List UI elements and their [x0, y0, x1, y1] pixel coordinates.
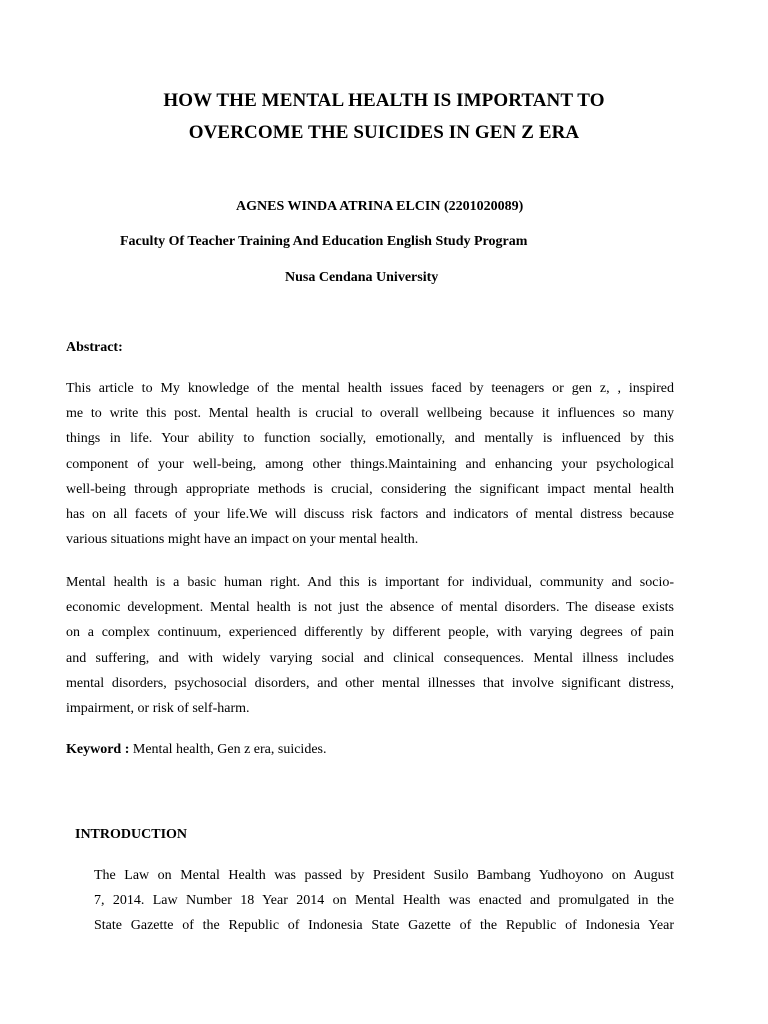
text-line: things in life. Your ability to function socially, emotionally, and mentally is influenced by this: [66, 431, 674, 447]
text-line: State Gazette of the Republic of Indonesia State Gazette of the Republic of Indonesia Year: [94, 918, 674, 934]
text-line: well-being through appropriate methods is crucial, considering the significant impact mental health: [66, 481, 674, 497]
author-name: AGNES WINDA ATRINA ELCIN (2201020089): [236, 199, 524, 214]
text-line: on a complex continuum, experienced differently by different people, with varying degrees of pain: [66, 625, 674, 641]
text-line: This article to My knowledge of the mental health issues faced by teenagers or gen z, , inspired: [66, 381, 674, 396]
text-line: impairment, or risk of self-harm.: [66, 700, 250, 716]
introduction-heading: INTRODUCTION: [75, 827, 188, 842]
keyword-text: Mental health, Gen z era, suicides.: [129, 742, 327, 757]
introduction-paragraph-1: [94, 863, 674, 939]
text-line: has on all facets of your life.We will discuss risk factors and indicators of mental distress because: [66, 506, 674, 522]
text-line: The Law on Mental Health was passed by President Susilo Bambang Yudhoyono on August: [94, 868, 674, 883]
keywords: [66, 740, 326, 760]
text-line: me to write this post. Mental health is crucial to overall wellbeing because it influences so many: [66, 406, 674, 422]
keyword-label: Keyword :: [66, 742, 130, 757]
faculty-affiliation: Faculty Of Teacher Training And Education English Study Program: [120, 234, 528, 249]
abstract-heading: Abstract:: [66, 340, 123, 355]
text-line: and suffering, and with widely varying social and clinical consequences. Mental illness includes: [66, 650, 674, 666]
text-line: various situations might have an impact on your mental health.: [66, 532, 419, 548]
abstract-paragraph-2: [66, 570, 674, 721]
text-line: economic development. Mental health is not just the absence of mental disorders. The disease exists: [66, 600, 674, 616]
text-line: mental disorders, psychosocial disorders, and other mental illnesses that involve significant distress,: [66, 675, 674, 691]
text-line: Mental health is a basic human right. And this is important for individual, community and socio-: [66, 575, 674, 590]
paper-title-line-2: OVERCOME THE SUICIDES IN GEN Z ERA: [188, 122, 580, 143]
text-line: 7, 2014. Law Number 18 Year 2014 on Mental Health was enacted and promulgated in the: [94, 893, 674, 909]
university-affiliation: Nusa Cendana University: [285, 270, 439, 285]
text-line: component of your well-being, among other things.Maintaining and enhancing your psychological: [66, 456, 674, 472]
paper-title-line-1: HOW THE MENTAL HEALTH IS IMPORTANT TO: [163, 90, 605, 111]
abstract-paragraph-1: [66, 376, 674, 552]
